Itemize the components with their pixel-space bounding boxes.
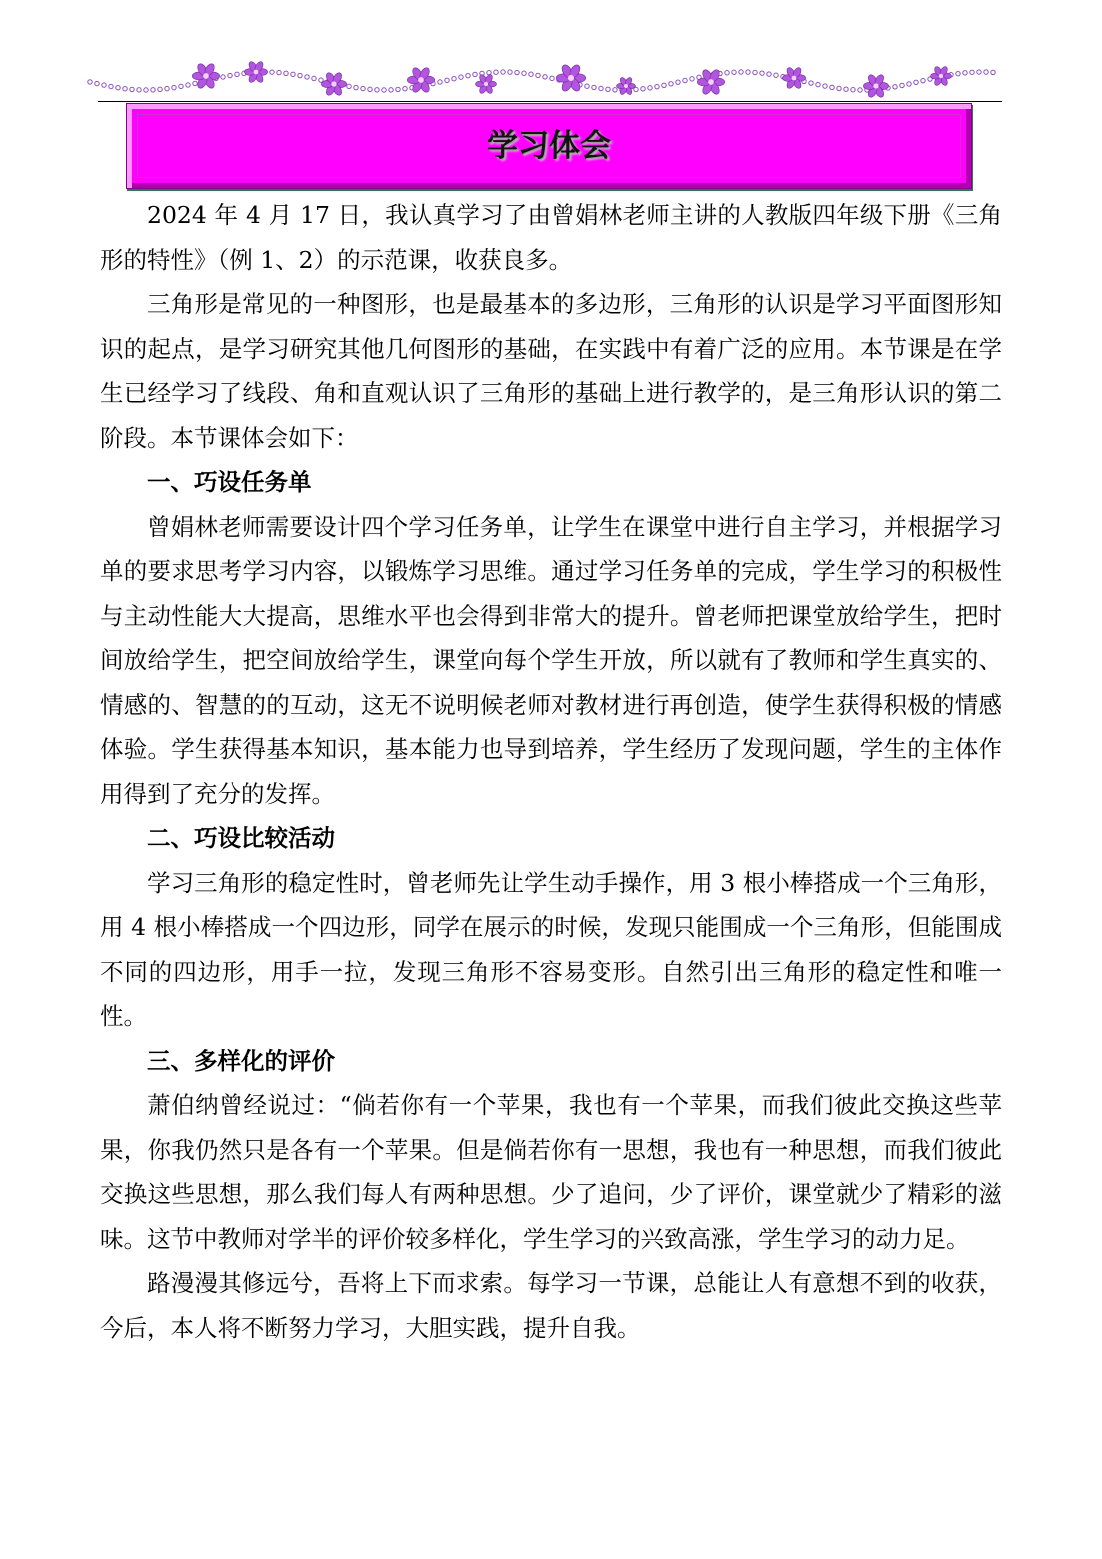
border-dot [739,70,743,74]
border-dot [984,70,988,74]
border-dot [235,72,239,76]
border-dot [753,70,757,74]
border-dot [158,87,162,91]
border-dot [641,87,645,91]
border-dot [123,86,127,90]
flower-icon [697,68,724,96]
border-dot [991,70,995,74]
flower-icon [617,76,636,95]
border-dot [900,83,904,87]
border-dot [312,76,316,80]
border-dot [662,83,666,87]
border-dot [830,85,834,89]
border-dot [592,85,596,89]
border-dot [130,87,134,91]
border-dot [102,83,106,87]
border-dot [445,78,449,82]
border-dot [844,87,848,91]
border-dot [361,86,365,90]
border-dot [298,73,302,77]
border-dot [774,73,778,77]
border-dot [858,88,862,92]
border-dot [508,70,512,74]
border-dot [291,72,295,76]
border-dot [270,70,274,74]
border-dot [116,86,120,90]
flower-icon [244,60,267,83]
flower-border-decoration [86,56,1004,106]
border-dot [179,84,183,88]
border-dot [459,75,463,79]
paragraph-intro: 2024 年 4 月 17 日，我认真学习了由曾娟林老师主讲的人教版四年级下册《三角形的特性》（例 1、2）的示范课，收获良多。 [100,201,1002,274]
border-dot [88,80,92,84]
border-dot [550,76,554,80]
flower-icon [863,73,888,98]
section-heading-3: 三、多样化的评价 [147,1046,335,1075]
border-dot [368,87,372,91]
border-dot [228,73,232,77]
border-dot [970,70,974,74]
border-dot [137,88,141,92]
border-dot [676,80,680,84]
border-dot [732,70,736,74]
border-dot [809,81,813,85]
border-dot [669,82,673,86]
border-dot [907,82,911,86]
border-dot [837,86,841,90]
paragraph-section-1: 曾娟林老师需要设计四个学习任务单，让学生在课堂中进行自主学习，并根据学习单的要求思考学习内容，以锻炼学习思维。通过学习任务单的完成，学生学习的积极性与主动性能大大提高，思维水平也会得到非常大的提升。曾老师把课堂放给学生，把时间放给学生，把空间放给学生，课堂向每个学生开放，所以就有了教师和学生真实的、情感的、智慧的的互动，这无不说明候老师对教材进行再创造，使学生获得积极的情感体验。学生获得基本知识，基本能力也导到培养，学生经历了发现问题，学生的主体作用得到了充分的发挥。 [100,512,1002,808]
border-dot [277,70,281,74]
flower-icon [321,71,346,96]
border-dot [172,85,176,89]
border-dot [977,70,981,74]
border-dot [746,70,750,74]
paragraph-background: 三角形是常见的一种图形，也是最基本的多边形，三角形的认识是学习平面图形知识的起点，是学习研究其他几何图形的基础，在实践中有着广泛的应用。本节课是在学生已经学习了线段、角和直观认识了三角形的基础上进行教学的，是三角形认识的第二阶段。本节课体会如下： [100,290,1002,452]
border-dot [760,71,764,75]
header-rule [98,101,1002,102]
border-dot [375,88,379,92]
border-dot [690,77,694,81]
border-dot [305,75,309,79]
border-dot [767,72,771,76]
border-dot [403,87,407,91]
border-dot [109,84,113,88]
page-title: 学习体会 [487,128,611,164]
border-dot [95,81,99,85]
border-dot [284,71,288,75]
border-dot [186,83,190,87]
border-dot [193,81,197,85]
border-dot [382,88,386,92]
border-dot [221,75,225,79]
flower-icon [476,73,497,94]
flower-icon [556,63,585,93]
border-dot [165,86,169,90]
border-dot [956,71,960,75]
border-dot [543,75,547,79]
border-dot [389,88,393,92]
border-dot [354,85,358,89]
border-dot [452,76,456,80]
border-dot [438,80,442,84]
title-banner [126,103,972,189]
border-dot [648,86,652,90]
border-dot [144,88,148,92]
border-dot [851,88,855,92]
border-dot [963,71,967,75]
border-dot [585,84,589,88]
section-heading-2: 二、巧设比较活动 [147,824,335,852]
border-dot [725,71,729,75]
border-dot [606,87,610,91]
border-dot [473,72,477,76]
border-dot [501,70,505,74]
paragraph-conclusion: 路漫漫其修远兮，吾将上下而求索。每学习一节课，总能让人有意想不到的收获，今后，本人将不断努力学习，大胆实践，提升自我。 [100,1269,1002,1342]
border-dot [683,78,687,82]
border-dot [599,86,603,90]
border-dot [515,70,519,74]
flower-icon [782,66,805,89]
border-dot [655,84,659,88]
border-dot [466,74,470,78]
border-dot [151,88,155,92]
border-dot [487,70,491,74]
border-dot [914,80,918,84]
border-dot [893,85,897,89]
border-dot [536,73,540,77]
border-dot [494,70,498,74]
border-dot [347,84,351,88]
border-dot [529,72,533,76]
section-heading-1: 一、巧设任务单 [147,468,312,496]
border-dot [921,78,925,82]
document-body [100,193,1002,1350]
border-dot [396,87,400,91]
paragraph-section-3: 萧伯纳曾经说过：“倘若你有一个苹果，我也有一个苹果，而我们彼此交换这些苹果，你我仍然只是各有一个苹果。但是倘若你有一思想，我也有一种思想，而我们彼此交换这些思想，那么我们每人有两种思想。少了追问，少了评价，课堂就少了精彩的滋味。这节中教师对学半的评价较多样化，学生学习的兴致高涨，学生学习的动力足。 [100,1091,1002,1253]
border-dot [823,84,827,88]
border-dot [816,82,820,86]
flower-icon [931,65,952,86]
paragraph-section-2: 学习三角形的稳定性时，曾老师先让学生动手操作，用 3 根小棒搭成一个三角形，用 4 根小棒搭成一个四边形，同学在展示的时候，发现只能围成一个三角形，但能围成不同的四边形，用手一拉，发现三角形不容易变形。自然引出三角形的稳定性和唯一性。 [100,868,1002,1030]
border-dot [613,88,617,92]
border-dot [522,71,526,75]
